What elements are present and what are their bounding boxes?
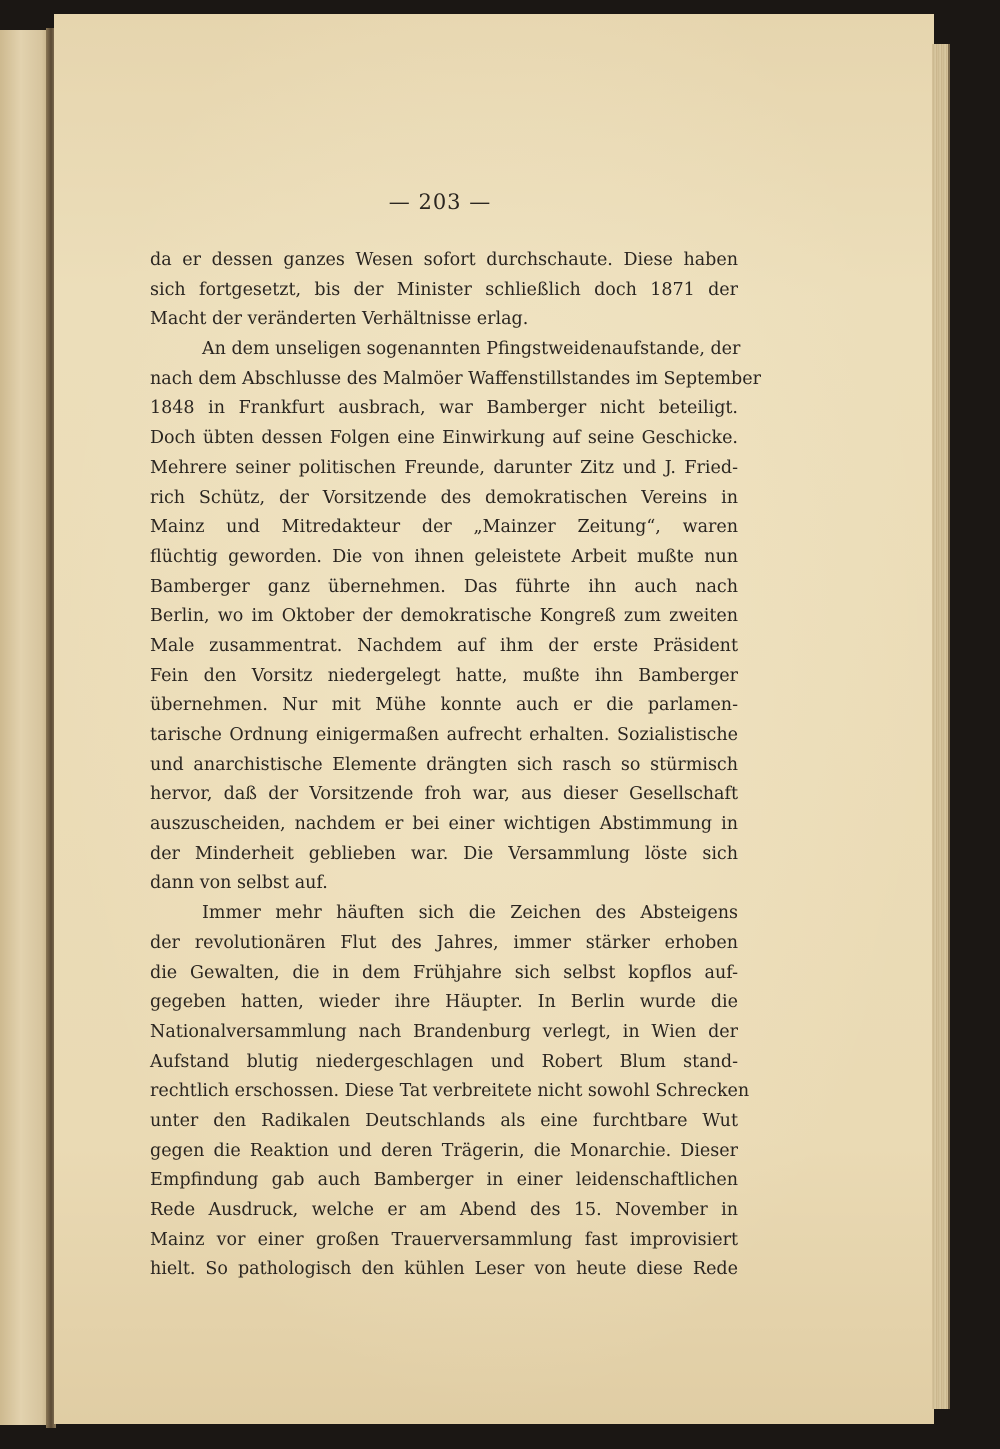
text-line: der Minderheit geblieben war. Die Versammlung löste sich: [150, 843, 738, 864]
text-line: da er dessen ganzes Wesen sofort durchschaute. Diese haben: [150, 250, 738, 270]
text-line: tarische Ordnung einigermaßen aufrecht erhalten. Sozialistische: [150, 725, 738, 745]
text-line: hielt. So pathologisch den kühlen Leser von heute diese Rede: [150, 1259, 738, 1280]
text-line: Mainz vor einer großen Trauerversammlung fast improvisiert: [150, 1229, 738, 1250]
text-line: Empfindung gab auch Bamberger in einer leidenschaftlichen: [150, 1170, 738, 1191]
text-line: Aufstand blutig niedergeschlagen und Robert Blum stand-: [150, 1051, 738, 1072]
facing-page-edge: [0, 30, 52, 1425]
text-line: Bamberger ganz übernehmen. Das führte ihn auch nach: [150, 576, 738, 597]
text-line: Fein den Vorsitz niedergelegt hatte, mußte ihn Bamberger: [150, 665, 738, 686]
text-line: Macht der veränderten Verhältnisse erlag.: [150, 309, 529, 330]
text-line: flüchtig geworden. Die von ihnen geleistete Arbeit mußte nun: [150, 546, 738, 567]
text-line: unter den Radikalen Deutschlands als eine furchtbare Wut: [150, 1110, 738, 1131]
text-line: Male zusammentrat. Nachdem auf ihm der erste Präsident: [150, 635, 738, 656]
page-text: [150, 246, 761, 1285]
text-line: An dem unseligen sogenannten Pfingstweidenaufstande, der: [202, 339, 741, 360]
text-line: nach dem Abschlusse des Malmöer Waffenstillstandes im September: [150, 368, 761, 389]
page-edges: [932, 44, 950, 1409]
text-line: Nationalversammlung nach Brandenburg verlegt, in Wien der: [150, 1021, 738, 1042]
text-line: dann von selbst auf.: [150, 873, 328, 894]
text-line: Doch übten dessen Folgen eine Einwirkung auf seine Geschicke.: [150, 428, 738, 449]
text-line: Berlin, wo im Oktober der demokratische Kongreß zum zweiten: [150, 606, 738, 627]
text-line: rechtlich erschossen. Diese Tat verbreitete nicht sowohl Schrecken: [150, 1081, 750, 1102]
text-line: rich Schütz, der Vorsitzende des demokratischen Vereins in: [150, 487, 738, 508]
text-line: gegen die Reaktion und deren Trägerin, die Monarchie. Dieser: [150, 1140, 738, 1161]
text-line: und anarchistische Elemente drängten sich rasch so stürmisch: [150, 754, 738, 775]
text-line: Mehrere seiner politischen Freunde, darunter Zitz und J. Fried-: [150, 457, 738, 478]
text-line: auszuscheiden, nachdem er bei einer wichtigen Abstimmung in: [150, 814, 738, 835]
text-line: 1848 in Frankfurt ausbrach, war Bamberger nicht beteiligt.: [150, 398, 738, 419]
text-line: hervor, daß der Vorsitzende froh war, aus dieser Gesellschaft: [150, 784, 738, 805]
text-line: Rede Ausdruck, welche er am Abend des 15. November in: [150, 1200, 738, 1220]
text-line: gegeben hatten, wieder ihre Häupter. In Berlin wurde die: [150, 992, 738, 1013]
text-line: der revolutionären Flut des Jahres, immer stärker erhoben: [150, 932, 738, 953]
text-line: Immer mehr häuften sich die Zeichen des Absteigens: [202, 903, 738, 924]
page-number: — 203 —: [388, 190, 492, 214]
text-line: Mainz und Mitredakteur der „Mainzer Zeitung“, waren: [150, 517, 738, 538]
text-line: übernehmen. Nur mit Mühe konnte auch er die parlamen-: [150, 695, 738, 716]
text-line: sich fortgesetzt, bis der Minister schließlich doch 1871 der: [150, 279, 738, 300]
text-line: die Gewalten, die in dem Frühjahre sich selbst kopflos auf-: [150, 962, 738, 983]
